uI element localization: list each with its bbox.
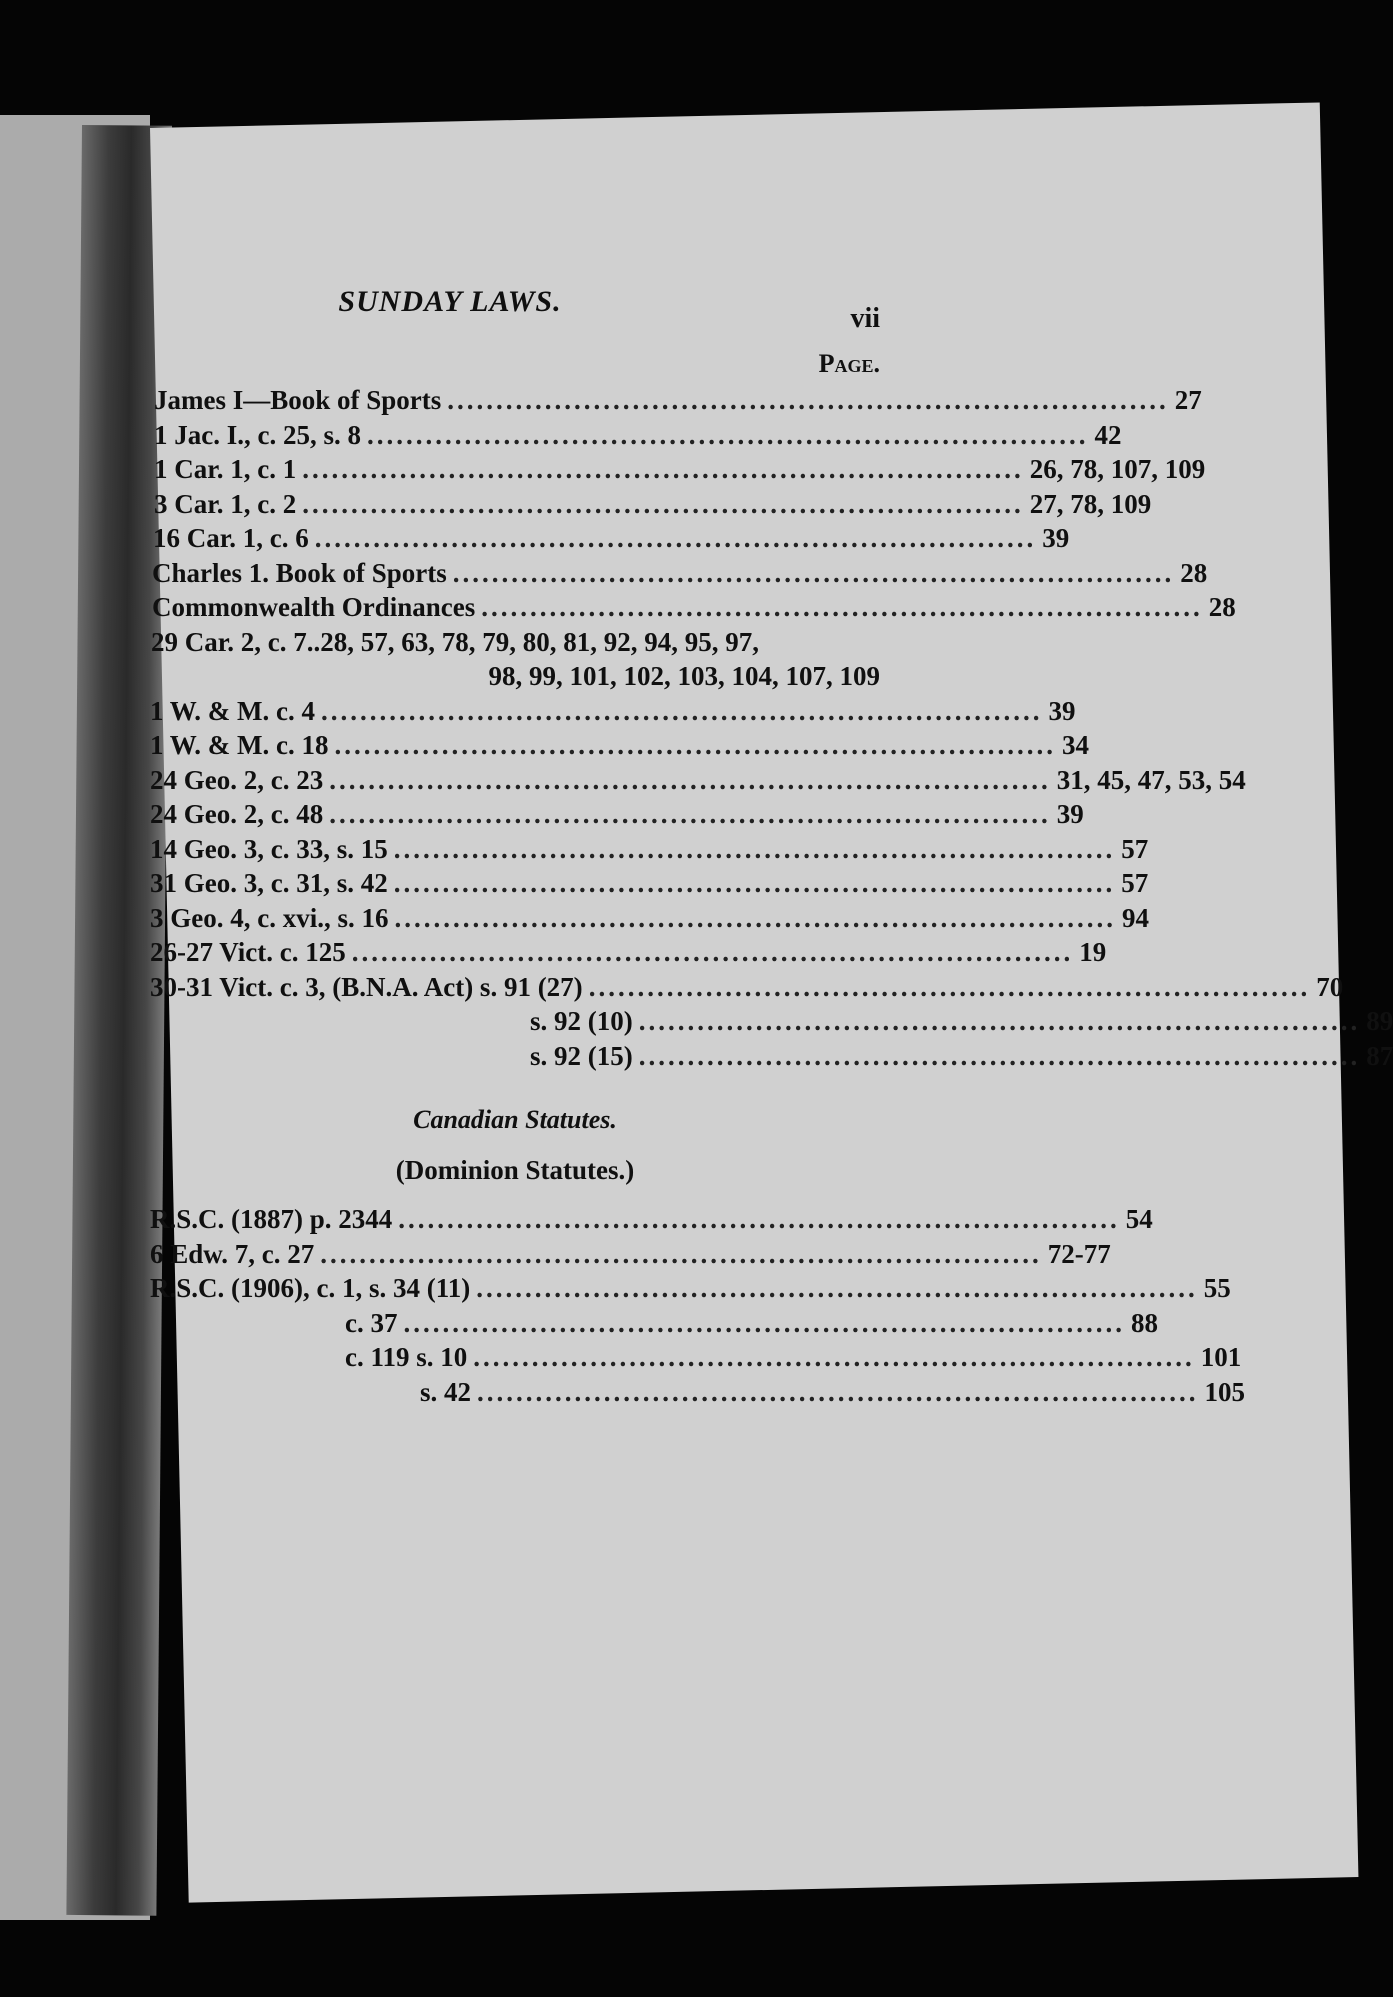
list-item: s. 42 .......................................................................... 105 xyxy=(420,1376,1246,1407)
list-item: 26-27 Vict. c. 125 .......................................................................... 19 xyxy=(150,937,1107,967)
list-item: 3 Car. 1, c. 2 .......................................................................... 27, 78, 109 xyxy=(154,488,1152,519)
page-number: vii xyxy=(850,303,880,334)
canadian-statutes-list xyxy=(150,1202,1246,1409)
list-item: 1 Car. 1, c. 1 .......................................................................... 26, 78, 107, 109 xyxy=(154,454,1206,484)
list-item: 16 Car. 1, c. 6 .......................................................................... 39 xyxy=(153,523,1070,553)
page-header xyxy=(150,285,880,345)
list-item: 24 Geo. 2, c. 48 .......................................................................... 39 xyxy=(150,799,1084,829)
list-item: James I—Book of Sports .......................................................................... 27 xyxy=(154,385,1202,415)
list-item: 6 Edw. 7, c. 27 .......................................................................... 72-77 xyxy=(150,1238,1111,1269)
list-item: 1 Jac. I., c. 25, s. 8 .......................................................................... 42 xyxy=(154,419,1122,450)
section-title: Canadian Statutes. xyxy=(413,1105,617,1134)
list-item-continuation: 98, 99, 101, 102, 103, 104, 107, 109 xyxy=(488,661,880,691)
list-item: 14 Geo. 3, c. 33, s. 15 .......................................................................... 57 xyxy=(150,833,1149,864)
list-item: 31 Geo. 3, c. 31, s. 42 .......................................................................... 57 xyxy=(150,868,1149,898)
imperial-statutes-list xyxy=(150,383,1393,1073)
list-item: 1 W. & M. c. 18 .......................................................................... 34 xyxy=(150,730,1089,760)
list-item: 30-31 Vict. c. 3, (B.N.A. Act) s. 91 (27) .......................................................................... 70 xyxy=(150,971,1344,1002)
list-item: s. 92 (10) .......................................................................... 89 xyxy=(530,1006,1393,1036)
list-item: 3 Geo. 4, c. xvi., s. 16 .......................................................................... 94 xyxy=(150,902,1149,933)
list-item: 29 Car. 2, c. 7..28, 57, 63, 78, 79, 80, 81, 92, 94, 95, 97, xyxy=(151,626,759,657)
table-of-statutes xyxy=(150,285,1393,1409)
list-item: Charles 1. Book of Sports .......................................................................... 28 xyxy=(152,557,1208,588)
list-item: R.S.C. (1906), c. 1, s. 34 (11) .......................................................................... 55 xyxy=(150,1273,1231,1303)
list-item: c. 119 s. 10 .......................................................................... 101 xyxy=(345,1342,1242,1372)
page-column-label: Page. xyxy=(818,349,880,378)
list-item: Commonwealth Ordinances .......................................................................... 28 xyxy=(152,592,1236,622)
running-title: SUNDAY LAWS. xyxy=(338,285,562,318)
list-item: 1 W. & M. c. 4 .......................................................................... 39 xyxy=(150,695,1076,726)
list-item: R.S.C. (1887) p. 2344 .......................................................................... 54 xyxy=(150,1204,1153,1234)
list-item: 24 Geo. 2, c. 23 .......................................................................... 31, 45, 47, 53, 54 xyxy=(150,764,1246,795)
section-subtitle: (Dominion Statutes.) xyxy=(395,1155,635,1185)
list-item: s. 92 (15) .......................................................................... 87 xyxy=(530,1040,1393,1071)
list-item: c. 37 .......................................................................... 88 xyxy=(345,1307,1158,1338)
